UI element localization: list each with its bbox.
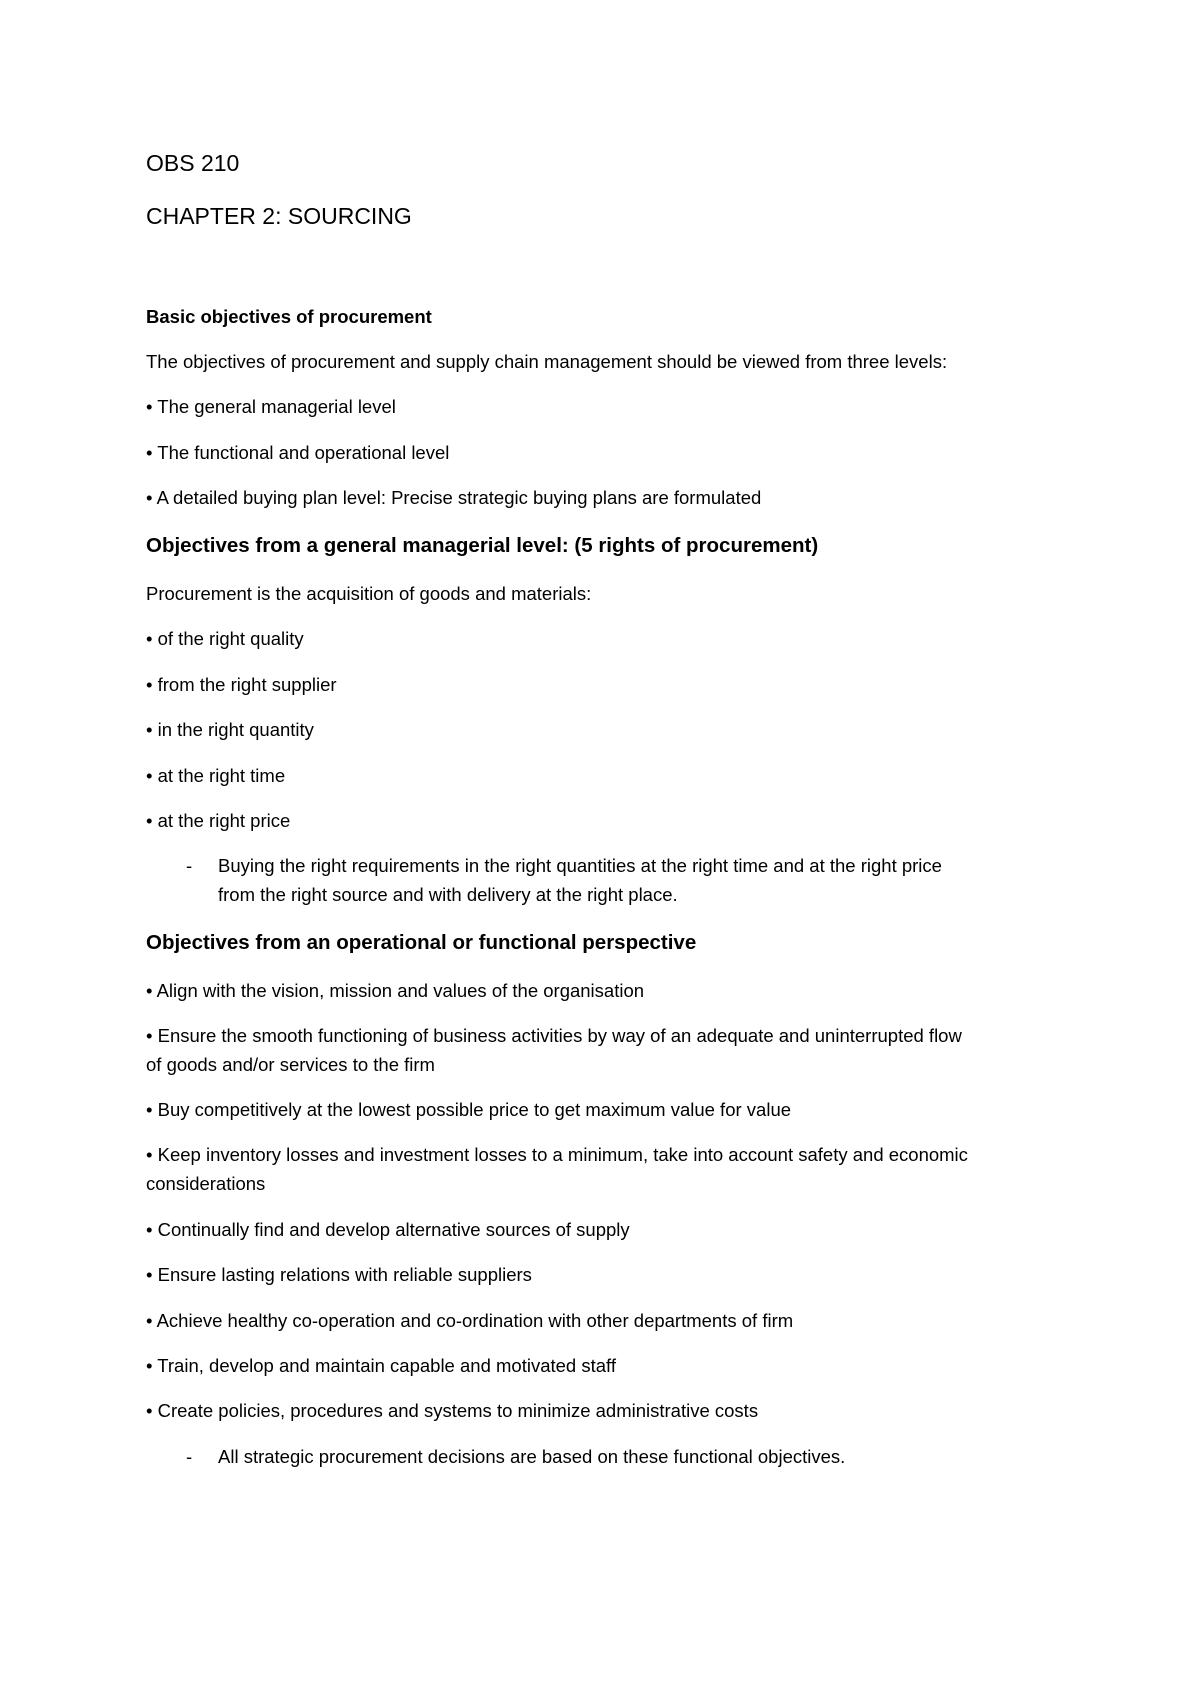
bullet-item: • Continually find and develop alternative sources of supply xyxy=(146,1219,630,1240)
chapter-title: CHAPTER 2: SOURCING xyxy=(146,203,412,229)
bullet-item: • Achieve healthy co-operation and co-ordination with other departments of firm xyxy=(146,1310,794,1331)
bullet-item: • of the right quality xyxy=(146,628,304,649)
bullet-item: • from the right supplier xyxy=(146,674,337,695)
section-heading-general-managerial: Objectives from a general managerial level: (5 rights of procurement) xyxy=(146,534,819,557)
bullet-item: • at the right price xyxy=(146,810,291,831)
bullet-item: • Buy competitively at the lowest possible price to get maximum value for value xyxy=(146,1099,792,1120)
dash-marker: - xyxy=(186,855,193,876)
section-heading-operational: Objectives from an operational or functional perspective xyxy=(146,931,697,954)
bullet-item: • Train, develop and maintain capable and motivated staff xyxy=(146,1355,616,1376)
bullet-item: • Ensure lasting relations with reliable suppliers xyxy=(146,1264,532,1285)
bullet-item: • at the right time xyxy=(146,765,286,786)
dash-note-line: Buying the right requirements in the right quantities at the right time and at the right price xyxy=(218,855,942,876)
dash-marker: - xyxy=(186,1446,193,1467)
course-code: OBS 210 xyxy=(146,150,240,176)
bullet-item-continuation: of goods and/or services to the firm xyxy=(146,1054,435,1075)
bullet-item: • in the right quantity xyxy=(146,719,314,740)
bullet-item: • The functional and operational level xyxy=(146,442,450,463)
dash-note-line: from the right source and with delivery at the right place. xyxy=(218,884,678,905)
section-heading-basic-objectives: Basic objectives of procurement xyxy=(146,306,432,327)
dash-note-line: All strategic procurement decisions are based on these functional objectives. xyxy=(218,1446,846,1467)
bullet-item-continuation: considerations xyxy=(146,1173,266,1194)
bullet-item: • Keep inventory losses and investment losses to a minimum, take into account safety and economic xyxy=(146,1144,968,1165)
section-intro: Procurement is the acquisition of goods and materials: xyxy=(146,583,592,604)
bullet-item: • A detailed buying plan level: Precise strategic buying plans are formulated xyxy=(146,487,762,508)
bullet-item: • The general managerial level xyxy=(146,396,396,417)
bullet-item: • Align with the vision, mission and values of the organisation xyxy=(146,980,645,1001)
section-intro: The objectives of procurement and supply chain management should be viewed from three levels: xyxy=(146,351,948,372)
bullet-item: • Create policies, procedures and systems to minimize administrative costs xyxy=(146,1400,759,1421)
bullet-item: • Ensure the smooth functioning of business activities by way of an adequate and uninterrupted flow xyxy=(146,1025,962,1046)
